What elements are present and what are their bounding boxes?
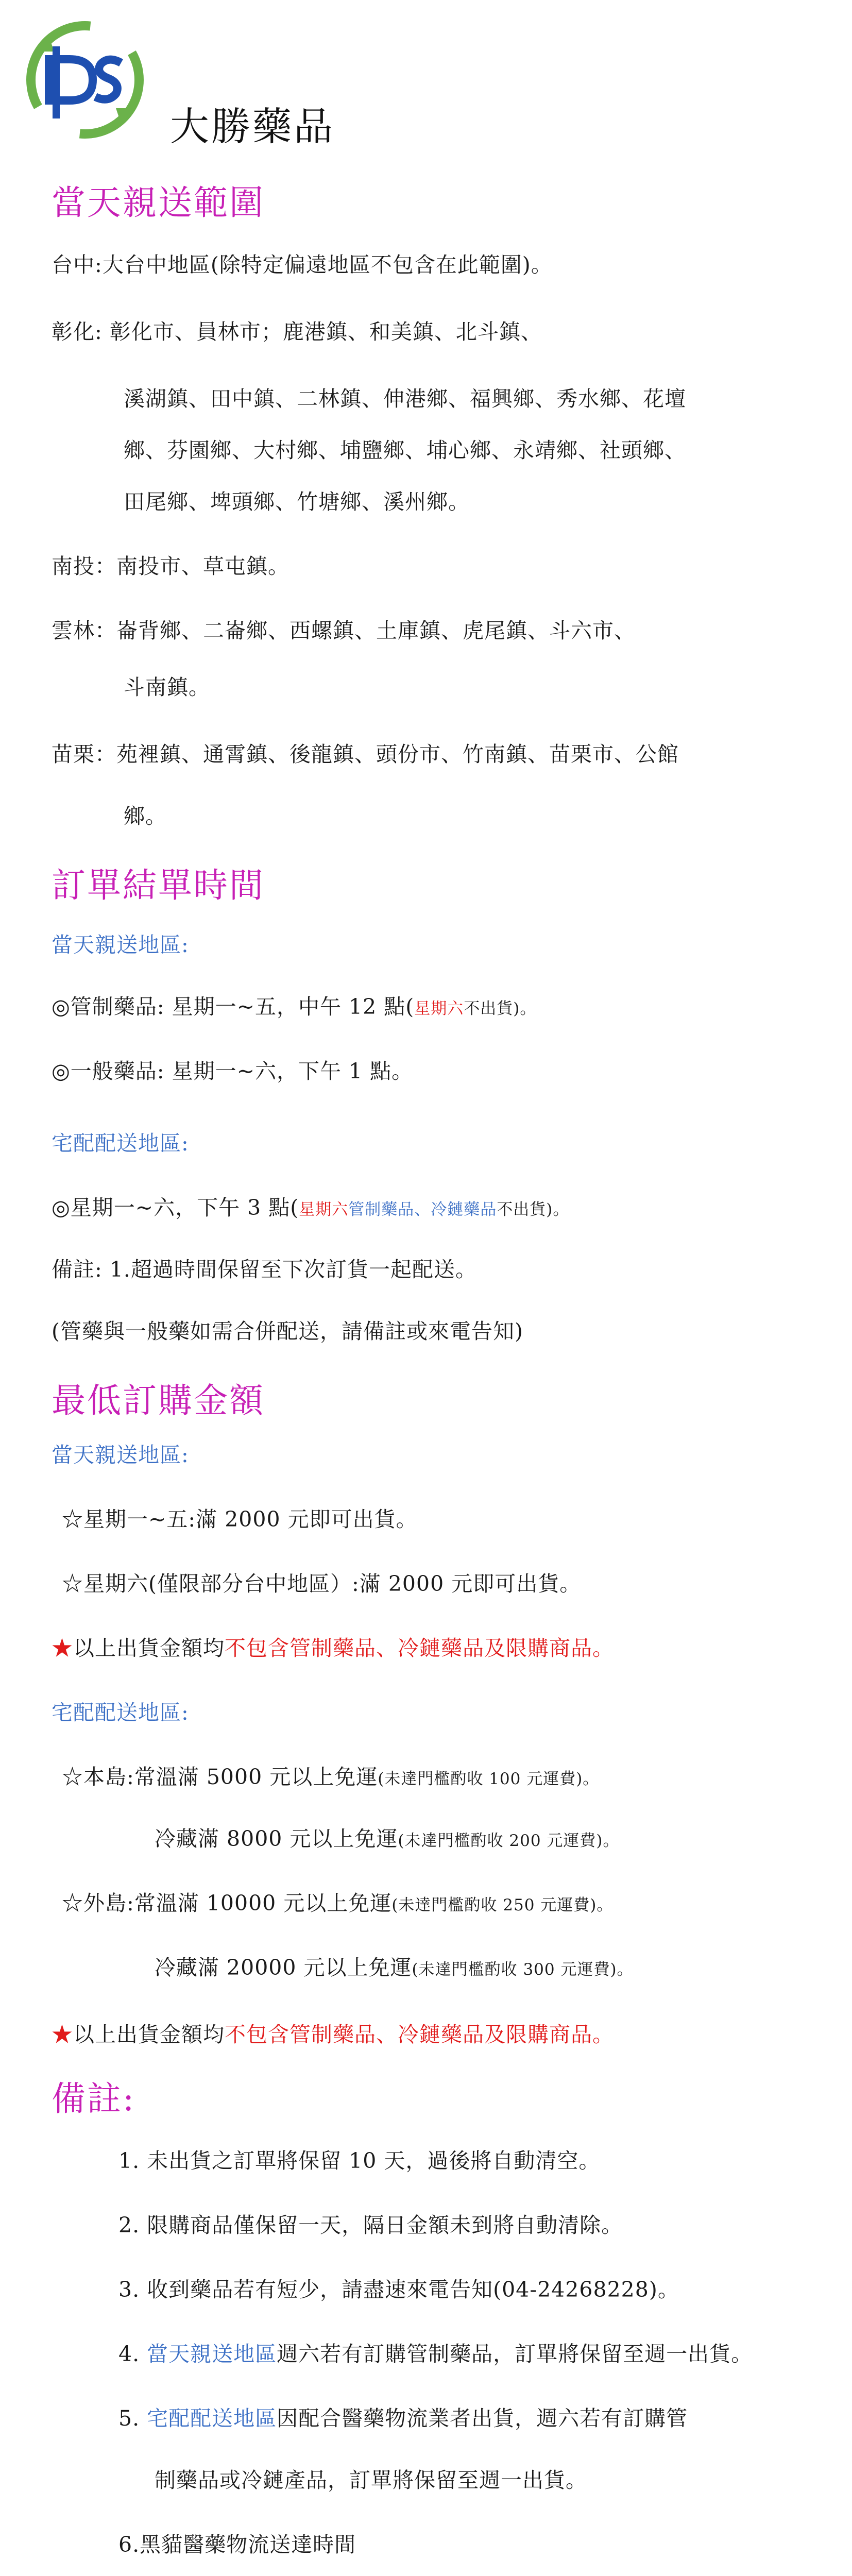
general-drugs-line: ◎一般藥品: 星期一~六，下午 1 點。 <box>52 1059 414 1083</box>
controlled-drugs-text: ◎管制藥品: 星期一~五，中午 12 點( <box>52 994 415 1019</box>
note-6: 6.黑貓醫藥物流送達時間 <box>118 2532 356 2557</box>
outer-island-cold: 冷藏滿 20000 元以上免運 <box>155 1955 412 1980</box>
changhua-line-3: 鄉、芬園鄉、大村鄉、埔鹽鄉、埔心鄉、永靖鄉、社頭鄉、 <box>124 438 686 463</box>
note-4-num: 4. <box>118 2342 147 2366</box>
nantou-line: 南投：南投市、草屯鎮。 <box>52 554 289 579</box>
miaoli-line-2: 鄉。 <box>124 804 167 828</box>
home-cutoff-line <box>52 1195 569 1221</box>
cutoff-note-2: (管藥與一般藥如需合併配送，請備註或來電告知) <box>52 1319 523 1344</box>
home-cutoff-text: ◎星期一~六，下午 3 點( <box>52 1195 299 1220</box>
note-5 <box>118 2406 688 2431</box>
note-3: 3. 收到藥品若有短少，請盡速來電告知(04-24268228)。 <box>118 2277 679 2302</box>
warning2-star-icon: ★ <box>52 2022 73 2047</box>
warning2-red: 不包含管制藥品、冷鏈藥品及限購商品。 <box>225 2022 614 2047</box>
cutoff-note-1: 備註: 1.超過時間保留至下次訂貨一起配送。 <box>52 1257 477 1282</box>
note-5-area: 宅配配送地區 <box>147 2406 277 2431</box>
changhua-line-2: 溪湖鎮、田中鎮、二林鎮、伸港鄉、福興鄉、秀水鄉、花壇 <box>124 386 686 411</box>
outer-island-line-1 <box>62 1891 613 1916</box>
note-1: 1. 未出貨之訂單將保留 10 天，過後將自動清空。 <box>118 2148 601 2173</box>
minimum-title: 最低訂購金額 <box>52 1381 265 1420</box>
warning2-pre: 以上出貨金額均 <box>73 2022 225 2047</box>
ds-logo <box>21 15 149 144</box>
note-4-text: 週六若有訂購管制藥品，訂單將保留至週一出貨。 <box>277 2342 753 2366</box>
home-cutoff-products: 管制藥品、冷鏈藥品 <box>348 1200 497 1219</box>
minimum-weekday: ☆星期一~五:滿 2000 元即可出貨。 <box>62 1507 418 1532</box>
cutoff-title: 訂單結單時間 <box>52 866 265 905</box>
note-5-cont: 制藥品或冷鏈產品，訂單將保留至週一出貨。 <box>155 2468 587 2493</box>
minimum-same-day-label: 當天親送地區: <box>52 1443 189 1467</box>
miaoli-line-1: 苗栗：苑裡鎮、通霄鎮、後龍鎮、頭份市、竹南鎮、苗栗市、公館 <box>52 742 679 767</box>
controlled-drugs-line <box>52 994 536 1020</box>
controlled-saturday: 星期六 <box>414 999 464 1018</box>
notes-title: 備註: <box>52 2079 136 2119</box>
outer-island-cold-note: (未達門檻酌收 300 元運費)。 <box>412 1960 634 1979</box>
note-5-text: 因配合醫藥物流業者出貨，週六若有訂購管 <box>277 2406 688 2431</box>
minimum-warning-1 <box>52 1636 614 1661</box>
controlled-tail: 不出貨)。 <box>464 999 537 1018</box>
outer-island-room: ☆外島:常溫滿 10000 元以上免運 <box>62 1891 392 1916</box>
note-5-num: 5. <box>118 2406 147 2431</box>
minimum-warning-2 <box>52 2022 614 2047</box>
note-4-area: 當天親送地區 <box>147 2342 277 2366</box>
home-cutoff-saturday: 星期六 <box>299 1200 349 1219</box>
outer-island-room-note: (未達門檻酌收 250 元運費)。 <box>391 1896 614 1914</box>
yunlin-line-1: 雲林：崙背鄉、二崙鄉、西螺鎮、土庫鎮、虎尾鎮、斗六市、 <box>52 618 636 643</box>
main-island-line-1 <box>62 1765 599 1790</box>
minimum-saturday: ☆星期六(僅限部分台中地區）:滿 2000 元即可出貨。 <box>62 1571 582 1596</box>
taichung-line: 台中:大台中地區(除特定偏遠地區不包含在此範圍)。 <box>52 252 553 277</box>
note-2: 2. 限購商品僅保留一天，隔日金額未到將自動清除。 <box>118 2213 623 2238</box>
main-island-line-2 <box>155 1826 620 1852</box>
main-island-room: ☆本島:常溫滿 5000 元以上免運 <box>62 1765 378 1789</box>
outer-island-line-2 <box>155 1955 634 1980</box>
delivery-area-title: 當天親送範圍 <box>52 183 265 223</box>
brand-name: 大勝藥品 <box>170 104 335 149</box>
warning-star-icon: ★ <box>52 1636 73 1660</box>
changhua-line-1: 彰化: 彰化市、員林市；鹿港鎮、和美鎮、北斗鎮、 <box>52 319 542 344</box>
main-island-room-note: (未達門檻酌收 100 元運費)。 <box>378 1770 600 1788</box>
main-island-cold-note: (未達門檻酌收 200 元運費)。 <box>398 1832 620 1850</box>
yunlin-line-2: 斗南鎮。 <box>124 675 210 700</box>
home-cutoff-tail: 不出貨)。 <box>497 1200 570 1219</box>
note-4 <box>118 2342 753 2367</box>
changhua-line-4: 田尾鄉、埤頭鄉、竹塘鄉、溪州鄉。 <box>124 489 470 514</box>
warning-pre: 以上出貨金額均 <box>73 1636 225 1660</box>
cutoff-home-label: 宅配配送地區: <box>52 1131 189 1156</box>
minimum-home-label: 宅配配送地區: <box>52 1700 189 1725</box>
cutoff-same-day-label: 當天親送地區: <box>52 933 189 957</box>
warning-red: 不包含管制藥品、冷鏈藥品及限購商品。 <box>225 1636 614 1660</box>
main-island-cold: 冷藏滿 8000 元以上免運 <box>155 1826 398 1851</box>
